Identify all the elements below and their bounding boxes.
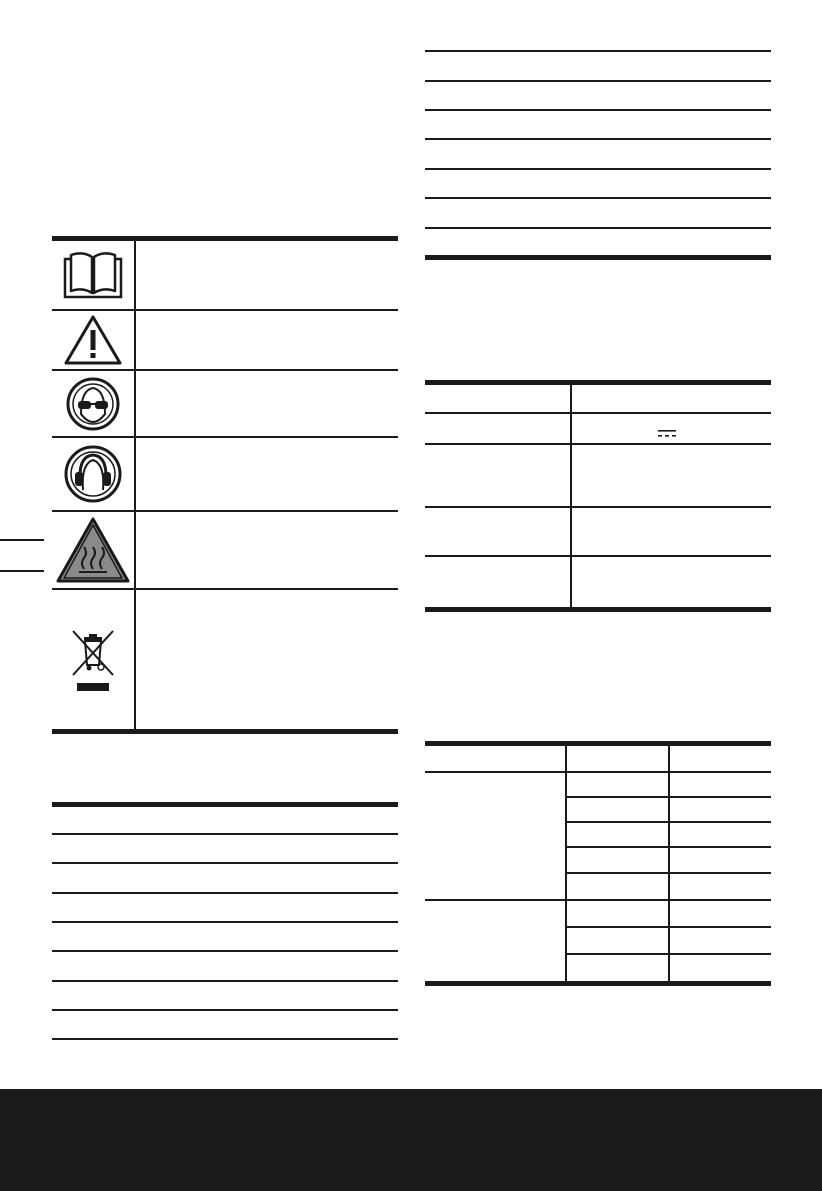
symbol-row-ear-protection [52, 438, 134, 510]
list-rule [52, 892, 398, 894]
tech-table-column-divider [570, 380, 572, 608]
noise-row-divider [565, 846, 771, 848]
read-manual-icon [63, 251, 123, 299]
noise-row-divider [565, 926, 771, 928]
list-rule [52, 1038, 398, 1040]
noise-row-divider [565, 953, 771, 955]
wear-eye-protection-icon [65, 376, 121, 432]
noise-row-divider [425, 899, 771, 901]
noise-table-top-rule [425, 741, 771, 746]
list-rule [425, 138, 771, 140]
tech-row-divider [425, 412, 771, 414]
list-rule [52, 862, 398, 864]
list-rule [425, 197, 771, 199]
list-rule [52, 1009, 398, 1011]
left-list-top-rule [52, 802, 398, 807]
symbol-row-eye-protection [52, 371, 134, 436]
list-rule [425, 80, 771, 82]
symbol-row-weee [52, 590, 134, 729]
list-rule [52, 980, 398, 982]
noise-row-divider [565, 872, 771, 874]
side-tab-marker [0, 539, 44, 541]
tech-table-top-rule [425, 380, 771, 385]
dc-symbol-icon [658, 430, 676, 438]
weee-disposal-icon [69, 627, 117, 693]
symbols-table-bottom-rule [52, 729, 398, 734]
symbol-row-hot-surface [52, 512, 134, 588]
list-rule [52, 921, 398, 923]
tech-row-divider [425, 555, 771, 557]
footer-band [0, 1089, 822, 1191]
warning-icon [63, 314, 123, 366]
noise-row-divider [425, 771, 771, 773]
tech-row-divider [425, 443, 771, 445]
tech-table-bottom-rule [425, 607, 771, 612]
noise-row-divider [565, 821, 771, 823]
hot-surface-icon [56, 517, 130, 583]
list-rule [425, 50, 771, 52]
side-tab-marker [0, 570, 44, 572]
right-list-bottom-rule [425, 255, 771, 260]
noise-table-column-divider [565, 741, 567, 984]
wear-ear-protection-icon [63, 444, 123, 504]
list-rule [52, 950, 398, 952]
symbol-row-warning [52, 311, 134, 369]
noise-table-column-divider [668, 741, 670, 984]
list-rule [425, 109, 771, 111]
tech-row-divider [425, 506, 771, 508]
list-rule [425, 227, 771, 229]
list-rule [52, 833, 398, 835]
symbol-row-read-manual [52, 241, 134, 309]
list-rule [425, 168, 771, 170]
noise-row-divider [565, 796, 771, 798]
noise-table-bottom-rule [425, 981, 771, 986]
